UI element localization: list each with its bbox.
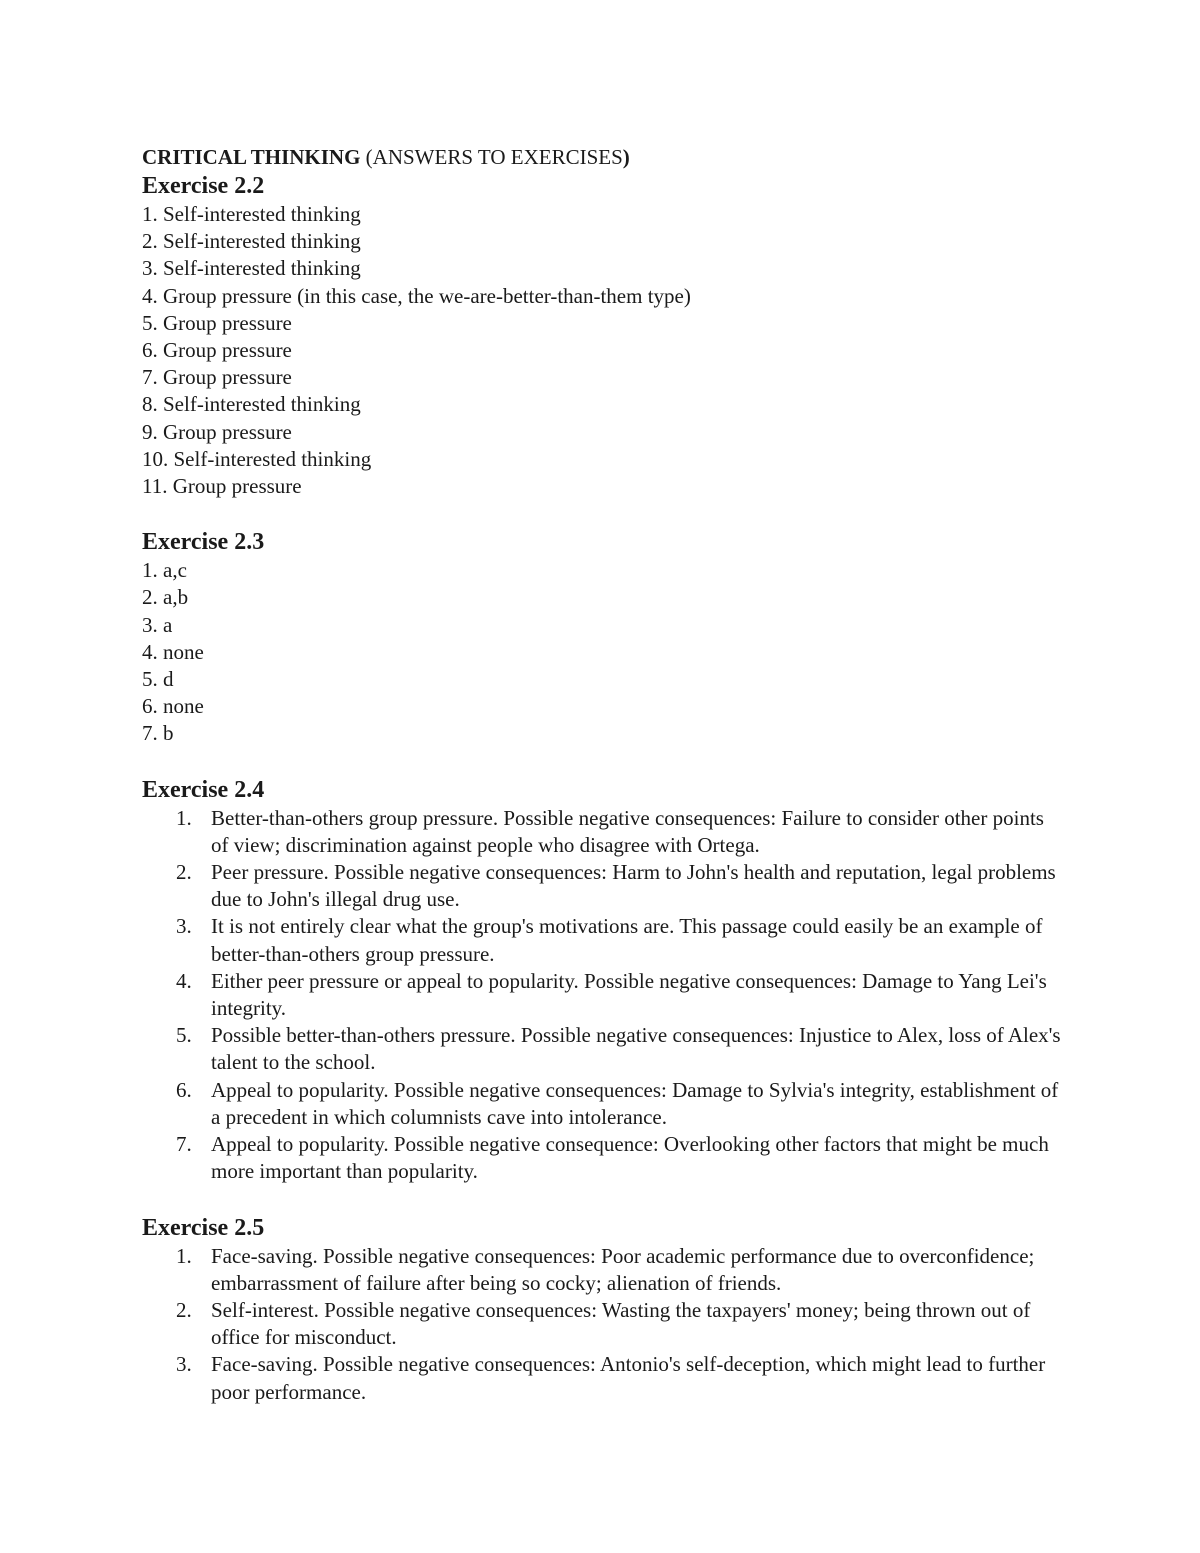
item-number: 2. <box>176 860 192 885</box>
list-item: 7. b <box>142 721 174 746</box>
list-item <box>142 1351 1061 1405</box>
list-item: 1. Self-interested thinking <box>142 202 361 226</box>
exercise-2-4-list <box>142 805 1082 1186</box>
item-text: Peer pressure. Possible negative consequences: Harm to John's health and reputation, legal problems due to John's illegal drug use. <box>211 860 1056 912</box>
list-item: 6. none <box>142 694 204 719</box>
list-item: 2. a,b <box>142 585 189 610</box>
section-gap <box>142 500 1082 527</box>
item-text: Self-interest. Possible negative consequences: Wasting the taxpayers' money; being thrown out of office for misconduct. <box>211 1297 1031 1350</box>
section-gap <box>142 748 1082 775</box>
item-number: 1. <box>176 805 192 830</box>
item-text: Better-than-others group pressure. Possible negative consequences: Failure to consider other points of view; discrimination against people who disagree with Ortega. <box>211 805 1044 857</box>
list-item: 7. Group pressure <box>142 365 292 390</box>
list-item <box>142 1077 1061 1131</box>
exercise-2-4-heading: Exercise 2.4 <box>142 776 265 803</box>
list-item: 1. a,c <box>142 558 187 583</box>
item-text: Appeal to popularity. Possible negative consequence: Overlooking other factors that might be much more important than popularity. <box>211 1132 1049 1184</box>
list-item <box>142 968 1061 1022</box>
exercise-2-5-heading: Exercise 2.5 <box>142 1214 265 1241</box>
list-item <box>142 1131 1061 1185</box>
item-number: 1. <box>176 1243 192 1268</box>
section-gap <box>142 1186 1082 1213</box>
list-item: 3. Self-interested thinking <box>142 256 361 281</box>
item-number: 3. <box>176 1352 192 1377</box>
list-item: 5. Group pressure <box>142 310 292 335</box>
item-text: Face-saving. Possible negative consequences: Poor academic performance due to overconfidence; embarrassment of failure after being so cocky; alienation of friends. <box>211 1243 1035 1295</box>
list-item: 3. a <box>142 612 173 637</box>
list-item <box>142 859 1061 913</box>
item-text: Either peer pressure or appeal to popularity. Possible negative consequences: Damage to Yang Lei's integrity. <box>211 968 1047 1021</box>
list-item <box>142 913 1061 967</box>
item-text: It is not entirely clear what the group's motivations are. This passage could easily be an example of better-than-others group pressure. <box>211 914 1043 966</box>
list-item: 4. none <box>142 639 204 664</box>
exercise-2-3-list <box>142 557 1082 747</box>
title-bold: CRITICAL THINKING <box>142 145 361 169</box>
list-item: 8. Self-interested thinking <box>142 392 361 417</box>
title-rest: (ANSWERS TO EXERCISES <box>360 145 623 169</box>
list-item: 4. Group pressure (in this case, the we-are-better-than-them type) <box>142 283 691 308</box>
list-item: 10. Self-interested thinking <box>142 446 372 471</box>
title-close: ) <box>622 145 630 169</box>
item-text: Face-saving. Possible negative consequences: Antonio's self-deception, which might lead to further poor performance. <box>211 1352 1046 1404</box>
document-title <box>142 143 1082 171</box>
list-item: 2. Self-interested thinking <box>142 229 361 254</box>
list-item: 11. Group pressure <box>142 474 302 499</box>
exercise-2-2-list <box>142 201 1082 500</box>
list-item <box>142 805 1061 859</box>
item-number: 5. <box>176 1023 192 1048</box>
item-number: 3. <box>176 914 192 939</box>
list-item: 5. d <box>142 667 174 692</box>
item-number: 6. <box>176 1077 192 1102</box>
list-item: 6. Group pressure <box>142 338 292 363</box>
list-item: 9. Group pressure <box>142 419 292 444</box>
item-number: 2. <box>176 1297 192 1322</box>
exercise-2-5-list <box>142 1243 1082 1406</box>
exercise-2-2-heading: Exercise 2.2 <box>142 173 265 199</box>
item-text: Appeal to popularity. Possible negative consequences: Damage to Sylvia's integrity, establishment of a precedent in which columnists cave into intolerance. <box>211 1077 1059 1129</box>
exercise-2-3-heading: Exercise 2.3 <box>142 529 265 556</box>
list-item <box>142 1297 1061 1351</box>
list-item <box>142 1022 1061 1076</box>
item-number: 7. <box>176 1132 192 1157</box>
list-item <box>142 1243 1061 1297</box>
item-number: 4. <box>176 968 192 993</box>
item-text: Possible better-than-others pressure. Possible negative consequences: Injustice to Alex, loss of Alex's talent to the school. <box>211 1023 1061 1075</box>
document-page <box>142 143 1082 1406</box>
